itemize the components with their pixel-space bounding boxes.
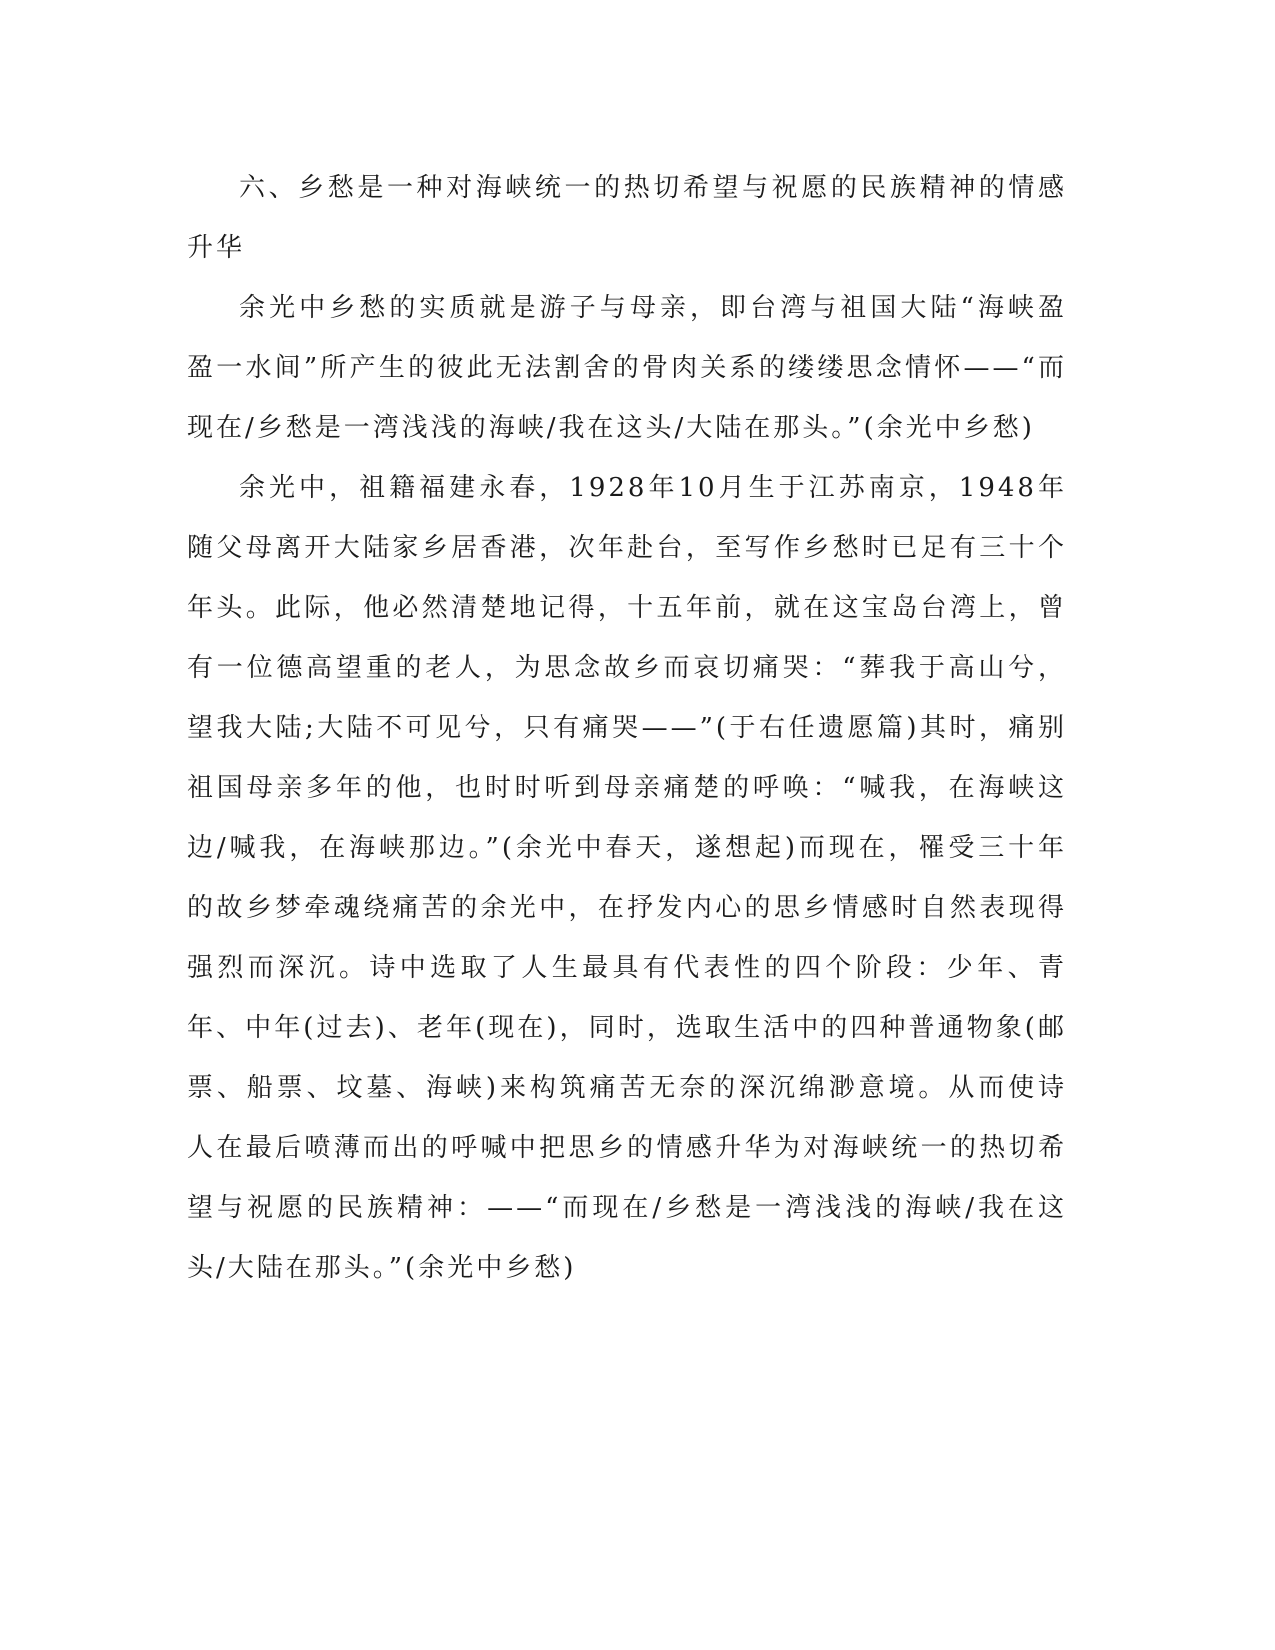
paragraph-2: 余光中，祖籍福建永春，1928年10月生于江苏南京，1948年随父母离开大陆家乡居香港，次年赴台，至写作乡愁时已足有三十个年头。此际，他必然清楚地记得，十五年前，就在这宝岛台湾上，曾有一位德高望重的老人，为思念故乡而哀切痛哭：“葬我于高山兮，望我大陆;大陆不可见兮，只有痛哭——”(于右任遗愿篇)其时，痛别祖国母亲多年的他，也时时听到母亲痛楚的呼唤：“喊我，在海峡这边/喊我，在海峡那边。”(余光中春天，遂想起)而现在，罹受三十年的故乡梦牵魂绕痛苦的余光中，在抒发内心的思乡情感时自然表现得强烈而深沉。诗中选取了人生最具有代表性的四个阶段：少年、青年、中年(过去)、老年(现在)，同时，选取生活中的四种普通物象(邮票、船票、坟墓、海峡)来构筑痛苦无奈的深沉绵渺意境。从而使诗人在最后喷薄而出的呼喊中把思乡的情感升华为对海峡统一的热切希望与祝愿的民族精神：——“而现在/乡愁是一湾浅浅的海峡/我在这头/大陆在那头。”(余光中乡愁) (187, 473, 1067, 1283)
section-heading: 六、乡愁是一种对海峡统一的热切希望与祝愿的民族精神的情感升华 (187, 173, 1067, 263)
document-body (187, 158, 1067, 1298)
paragraph-1: 余光中乡愁的实质就是游子与母亲，即台湾与祖国大陆“海峡盈盈一水间”所产生的彼此无法割舍的骨肉关系的缕缕思念情怀——“而现在/乡愁是一湾浅浅的海峡/我在这头/大陆在那头。”(余光中乡愁) (187, 293, 1067, 443)
